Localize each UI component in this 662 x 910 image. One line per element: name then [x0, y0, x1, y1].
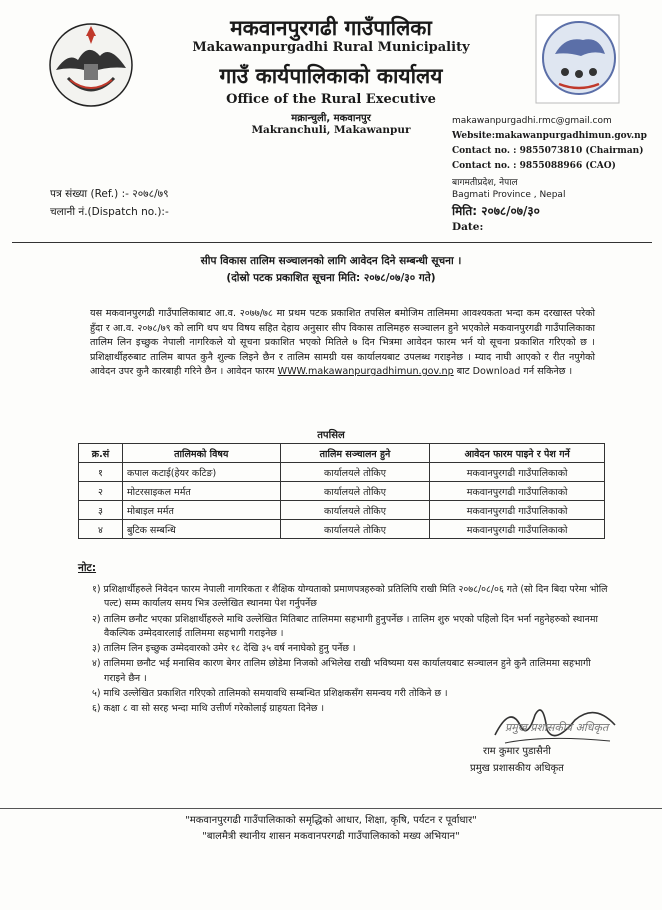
col-header-form: आवेदन फारम पाइने र पेश गर्ने: [430, 444, 605, 463]
contact-chairman: Contact no. : 9855073810 (Chairman): [452, 146, 644, 156]
note-item: २) तालिम छनौट भएका प्रशिक्षार्थीहरुले माथि उल्लेखित मितिबाट तालिममा सहभागी हुनुपर्नेछ । तालिम शुरु भएको पहिलो दिन भर्ना नहुनेहरुको स्थानमा वैकल्पिक उम्मेदवारलाई तालिममा सहभागी गराइनेछ ।: [92, 613, 598, 639]
office-name-np: गाउँ कार्यपालिकाको कार्यालय: [219, 64, 443, 88]
dispatch-number: चलानी नं.(Dispatch no.):-: [50, 206, 169, 218]
col-header-venue: तालिम सञ्चालन हुने: [280, 444, 430, 463]
signatory-title: प्रमुख प्रशासकीय अधिकृत: [470, 763, 564, 774]
cell-venue: कार्यालयले तोकिए: [280, 501, 430, 520]
cell-form: मकवानपुरगढी गाउँपालिकाको: [430, 463, 605, 482]
cell-venue: कार्यालयले तोकिए: [280, 482, 430, 501]
header-divider: [12, 242, 652, 243]
cell-venue: कार्यालयले तोकिए: [280, 520, 430, 539]
note-item: ५) माथि उल्लेखित प्रकाशित गरिएको तालिमको समयावधि सम्बन्धित प्रशिक्षकसँग समन्वय गरी तोकिने छ ।: [92, 688, 448, 700]
table-header-row: [79, 444, 605, 463]
notes-title: नोट:: [78, 562, 97, 574]
municipality-name-np: मकवानपुरगढी गाउँपालिका: [230, 16, 432, 40]
contact-website: Website:makawanpurgadhimun.gov.np: [452, 131, 647, 141]
note-item: ४) तालिममा छनौट भई मनासिव कारण बेगर तालिम छोडेमा निजको अभिलेख राखी भविष्यमा यस कार्यालयबाट सञ्चालन हुने कुनै तालिममा सहभागी गराइने छैन ।: [92, 658, 591, 684]
footer-divider: [0, 808, 662, 809]
signature-stamp: प्रमुख प्रशासकीय अधिकृत: [505, 721, 609, 734]
cell-sn: १: [79, 463, 123, 482]
table-row: [79, 501, 605, 520]
note-item: १) प्रशिक्षार्थीहरुले निवेदन फारम नेपाली नागरिकता र शैक्षिक योग्यताको प्रमाणपत्रहरुको प्रतिलिपि राखी मिति २०७८/०८/०६ गते (सो दिन बिदा परेमा भोलि पल्ट) सम्म कार्यालय समय भित्र उल्लेखित स्थानमा पेश गर्नुपर्नेछ: [92, 584, 608, 610]
table-row: [79, 482, 605, 501]
notice-subtitle: (दोस्रो पटक प्रकाशित सूचना मिति: २०७८/०७/३० गते): [226, 272, 436, 284]
table-row: [79, 463, 605, 482]
table-caption: तपसिल: [317, 430, 345, 441]
cell-sn: ३: [79, 501, 123, 520]
address-en: Makranchuli, Makawanpur: [251, 124, 411, 136]
notice-body: [90, 307, 595, 380]
cell-form: मकवानपुरगढी गाउँपालिकाको: [430, 520, 605, 539]
cell-sn: ४: [79, 520, 123, 539]
address-np: मक्रान्चुली, मकवानपुर: [291, 113, 371, 124]
cell-subject: मोटरसाइकल मर्मत: [122, 482, 280, 501]
letter-date: मिति: २०७८/०७/३०: [452, 204, 540, 218]
notice-body-text: यस मकवानपुरगढी गाउँपालिकाबाट आ.व. २०७७/७८ मा प्रथम पटक प्रकाशित तपसिल बमोजिम तालिममा आवश्यकता भन्दा कम दरखास्त परेको हुँदा र आ.व. २०७८/७९ को लागि थप थप विषय सहित देहाय अनुसार सीप विकास तालिमहरु सञ्चालन हुने भएकोले मकवानपुरगढी गाउँपालिकाका तालिम लिन इच्छुक नेपाली नागरिकले यो सूचना प्रकाशित भएको मितिले ७ दिन भित्रमा आवेदन फारम भर्न यो सूचना प्रकाशित गरिएको छ । प्रशिक्षार्थीहरुबाट तालिम बापत कुनै शुल्क लिइने छैन र तालिम सामग्री यस कार्यालयबाट उपलब्ध गराइनेछ । म्याद नाघी आएको र रीत नपुगेको आवेदन उपर कुनै कारबाही गरिने छैन । आवेदन फारम: [90, 308, 595, 377]
province-en: Bagmati Province , Nepal: [452, 190, 566, 200]
date-label: Date:: [452, 221, 484, 233]
signatory-name: राम कुमार पुडासैनी: [483, 746, 551, 757]
cell-subject: बुटिक सम्बन्धि: [122, 520, 280, 539]
footer-slogan-1: "मकवानपुरगढी गाउँपालिकाको समृद्धिको आधार, शिक्षा, कृषि, पर्यटन र पूर्वाधार": [185, 815, 477, 826]
col-header-sn: क्र.सं: [79, 444, 123, 463]
download-link[interactable]: WWW.makawanpurgadhimun.gov.np: [277, 366, 454, 377]
notice-body-text-end: बाट Download गर्न सकिनेछ ।: [453, 366, 573, 377]
footer-slogan-2: "बालमैत्री स्थानीय शासन मकवानपरगढी गाउँपालिकाको मख्य अभियान": [202, 831, 460, 842]
contact-cao: Contact no. : 9855088966 (CAO): [452, 161, 616, 171]
col-header-subject: तालिमको विषय: [122, 444, 280, 463]
contact-email: makawanpurgadhi.rmc@gmail.com: [452, 116, 612, 126]
cell-venue: कार्यालयले तोकिए: [280, 463, 430, 482]
notice-title: सीप विकास तालिम सञ्चालनको लागि आवेदन दिने सम्बन्धी सूचना ।: [200, 255, 462, 267]
reference-number: पत्र संख्या (Ref.) :- २०७८/७९: [50, 188, 169, 200]
office-name-en: Office of the Rural Executive: [226, 92, 436, 107]
cell-sn: २: [79, 482, 123, 501]
cell-form: मकवानपुरगढी गाउँपालिकाको: [430, 482, 605, 501]
table-row: [79, 520, 605, 539]
training-schedule-table: [78, 443, 605, 539]
cell-subject: मोबाइल मर्मत: [122, 501, 280, 520]
cell-subject: कपाल कटाई(हेयर कटिङ): [122, 463, 280, 482]
province-np: बागमतीप्रदेश, नेपाल: [452, 178, 518, 188]
note-item: ६) कक्षा ८ वा सो सरह भन्दा माथि उत्तीर्ण गरेकोलाई ग्राहयता दिनेछ ।: [92, 703, 325, 715]
cell-form: मकवानपुरगढी गाउँपालिकाको: [430, 501, 605, 520]
note-item: ३) तालिम लिन इच्छुक उम्मेदवारको उमेर १८ देखि ३५ वर्ष ननाघेको हुनु पर्नेछ ।: [92, 643, 356, 655]
municipality-name-en: Makawanpurgadhi Rural Municipality: [192, 40, 470, 55]
